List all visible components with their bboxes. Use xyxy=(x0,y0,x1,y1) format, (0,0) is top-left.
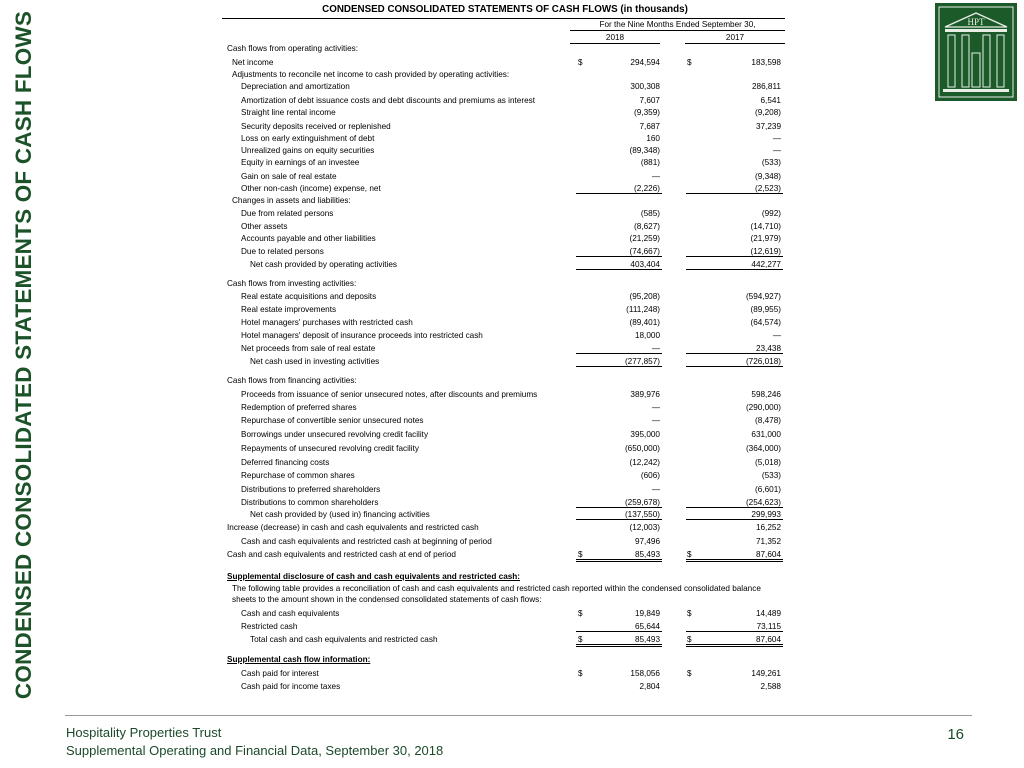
table-row xyxy=(0,343,1024,355)
row-label: Distributions to common shareholders xyxy=(241,498,379,507)
table-row xyxy=(0,389,1024,401)
table-row xyxy=(0,317,1024,329)
table-row xyxy=(0,233,1024,245)
value-2017: — xyxy=(772,146,781,155)
value-2018: (259,678) xyxy=(624,498,660,507)
value-2017: 16,252 xyxy=(755,523,781,532)
value-2018: 7,687 xyxy=(639,122,660,131)
row-label: Real estate acquisitions and deposits xyxy=(241,292,377,301)
value-2018: 85,493 xyxy=(634,550,660,559)
value-2018: (21,259) xyxy=(629,234,660,243)
currency-symbol: $ xyxy=(687,635,692,644)
row-label: Hotel managers' purchases with restricted cash xyxy=(241,318,413,327)
underline xyxy=(576,193,662,194)
table-row xyxy=(0,133,1024,145)
period-header: For the Nine Months Ended September 30, xyxy=(570,20,785,31)
value-2017: 73,115 xyxy=(756,622,781,631)
double-underline xyxy=(686,559,783,562)
row-label: Net cash used in investing activities xyxy=(250,357,380,366)
value-2018: — xyxy=(651,416,660,425)
value-2018: (89,401) xyxy=(629,318,660,327)
row-label: Repurchase of common shares xyxy=(241,471,355,480)
row-label: Borrowings under unsecured revolving credit facility xyxy=(241,430,429,439)
value-2018: 18,000 xyxy=(634,331,660,340)
value-2017: (2,523) xyxy=(755,184,781,193)
currency-symbol: $ xyxy=(687,669,692,678)
table-row xyxy=(0,608,1024,620)
value-2017: 183,598 xyxy=(751,58,781,67)
value-2018: — xyxy=(651,172,660,181)
table-row xyxy=(0,457,1024,469)
row-label: sheets to the amount shown in the condensed consolidated statements of cash flows: xyxy=(232,595,542,604)
value-2017: (89,955) xyxy=(750,305,781,314)
table-row xyxy=(0,107,1024,119)
row-label: Accounts payable and other liabilities xyxy=(241,234,376,243)
value-2017: 299,993 xyxy=(751,510,781,519)
table-row xyxy=(0,246,1024,258)
underline xyxy=(686,353,783,354)
currency-symbol: $ xyxy=(687,609,692,618)
row-label: Repayments of unsecured revolving credit facility xyxy=(241,444,419,453)
row-label: Loss on early extinguishment of debt xyxy=(241,134,375,143)
currency-symbol: $ xyxy=(578,669,583,678)
table-row xyxy=(0,415,1024,427)
value-2017: (364,000) xyxy=(745,444,781,453)
table-row xyxy=(0,291,1024,303)
value-2017: (64,574) xyxy=(750,318,781,327)
year-2018-header: 2018 xyxy=(570,33,660,44)
row-label: Cash paid for interest xyxy=(241,669,319,678)
underline xyxy=(686,193,783,194)
value-2018: 19,849 xyxy=(634,609,660,618)
value-2018: (606) xyxy=(640,471,660,480)
table-row xyxy=(0,668,1024,680)
value-2018: (2,226) xyxy=(634,184,660,193)
value-2017: 149,261 xyxy=(751,669,781,678)
value-2017: 87,604 xyxy=(755,635,781,644)
value-2018: (74,667) xyxy=(629,247,660,256)
row-label: Due from related persons xyxy=(241,209,334,218)
row-label: Cash and cash equivalents and restricted cash at end of period xyxy=(227,550,456,559)
table-row xyxy=(0,594,1024,606)
row-label: Other non-cash (income) expense, net xyxy=(241,184,381,193)
value-2017: (21,979) xyxy=(750,234,781,243)
value-2018: 65,644 xyxy=(634,622,660,631)
table-row xyxy=(0,157,1024,169)
value-2018: 97,496 xyxy=(634,537,660,546)
table-row xyxy=(0,57,1024,69)
value-2017: 442,277 xyxy=(751,260,781,269)
value-2018: 403,404 xyxy=(630,260,660,269)
currency-symbol: $ xyxy=(687,58,692,67)
underline xyxy=(686,366,783,367)
value-2018: (12,242) xyxy=(629,458,660,467)
table-row xyxy=(0,208,1024,220)
footer-company: Hospitality Properties Trust xyxy=(66,725,222,740)
row-label: Net income xyxy=(232,58,274,67)
value-2017: — xyxy=(772,331,781,340)
value-2018: (137,550) xyxy=(624,510,660,519)
value-2017: (5,018) xyxy=(755,458,781,467)
table-row xyxy=(0,484,1024,496)
value-2018: 160 xyxy=(646,134,660,143)
underline xyxy=(576,353,662,354)
value-2018: (95,208) xyxy=(629,292,660,301)
title-rule xyxy=(222,18,785,19)
table-row xyxy=(0,356,1024,368)
row-label: Increase (decrease) in cash and cash equivalents and restricted cash xyxy=(227,523,479,532)
value-2017: (533) xyxy=(761,158,781,167)
row-label: Net cash provided by operating activities xyxy=(250,260,397,269)
logo-text: HPT xyxy=(967,17,985,27)
underline xyxy=(686,269,783,270)
value-2018: — xyxy=(651,485,660,494)
value-2018: (881) xyxy=(640,158,660,167)
table-row xyxy=(0,536,1024,548)
table-row xyxy=(0,429,1024,441)
value-2017: 631,000 xyxy=(751,430,781,439)
row-label: Cash and cash equivalents xyxy=(241,609,340,618)
value-2017: (726,018) xyxy=(745,357,781,366)
table-row xyxy=(0,121,1024,133)
value-2017: (533) xyxy=(761,471,781,480)
row-label: Supplemental cash flow information: xyxy=(227,655,371,664)
row-label: Amortization of debt issuance costs and debt discounts and premiums as interest xyxy=(241,96,535,105)
currency-symbol: $ xyxy=(578,635,583,644)
value-2018: 7,607 xyxy=(639,96,660,105)
value-2017: (8,478) xyxy=(755,416,781,425)
row-label: Deferred financing costs xyxy=(241,458,330,467)
row-label: Proceeds from issuance of senior unsecured notes, after discounts and premiums xyxy=(241,390,538,399)
value-2018: 300,308 xyxy=(630,82,660,91)
row-label: Repurchase of convertible senior unsecured notes xyxy=(241,416,424,425)
value-2017: (290,000) xyxy=(745,403,781,412)
table-row xyxy=(0,497,1024,509)
underline xyxy=(576,507,662,508)
table-row xyxy=(0,681,1024,693)
table-row xyxy=(0,43,1024,55)
value-2018: (9,359) xyxy=(634,108,660,117)
row-label: Cash and cash equivalents and restricted cash at beginning of period xyxy=(241,537,492,546)
row-label: Cash flows from investing activities: xyxy=(227,279,357,288)
value-2018: (650,000) xyxy=(624,444,660,453)
currency-symbol: $ xyxy=(578,550,583,559)
value-2017: 71,352 xyxy=(755,537,781,546)
value-2017: 286,811 xyxy=(752,82,781,91)
underline xyxy=(686,519,783,520)
underline xyxy=(576,631,662,632)
underline xyxy=(576,256,662,257)
row-label: Total cash and cash equivalents and restricted cash xyxy=(250,635,438,644)
row-label: Supplemental disclosure of cash and cash equivalents and restricted cash: xyxy=(227,572,521,581)
value-2017: — xyxy=(772,134,781,143)
value-2018: (111,248) xyxy=(626,305,660,314)
row-label: Security deposits received or replenished xyxy=(241,122,391,131)
value-2017: (9,208) xyxy=(755,108,781,117)
double-underline xyxy=(576,644,662,647)
table-row xyxy=(0,304,1024,316)
value-2017: 14,489 xyxy=(755,609,781,618)
table-row xyxy=(0,375,1024,387)
value-2017: 6,541 xyxy=(760,96,781,105)
row-label: Changes in assets and liabilities: xyxy=(232,196,351,205)
double-underline xyxy=(686,644,783,647)
table-row xyxy=(0,402,1024,414)
value-2018: 158,056 xyxy=(630,669,660,678)
table-row xyxy=(0,571,1024,583)
value-2018: 389,976 xyxy=(630,390,660,399)
row-label: Cash flows from financing activities: xyxy=(227,376,357,385)
value-2018: 294,594 xyxy=(630,58,660,67)
value-2017: (9,348) xyxy=(755,172,781,181)
row-label: Straight line rental income xyxy=(241,108,336,117)
table-row xyxy=(0,509,1024,521)
value-2018: 2,804 xyxy=(639,682,660,691)
row-label: Adjustments to reconcile net income to cash provided by operating activities: xyxy=(232,70,510,79)
row-label: The following table provides a reconciliation of cash and cash equivalents and restricted cash reported within the condensed consolidated balance xyxy=(232,584,761,593)
value-2017: (254,623) xyxy=(745,498,781,507)
side-title-text: CONDENSED CONSOLIDATED STATEMENTS OF CASH FLOWS xyxy=(11,10,36,700)
table-row xyxy=(0,81,1024,93)
value-2017: (992) xyxy=(761,209,781,218)
value-2018: (8,627) xyxy=(634,222,660,231)
table-row xyxy=(0,171,1024,183)
currency-symbol: $ xyxy=(578,609,583,618)
year-2017-header: 2017 xyxy=(685,33,785,44)
table-row xyxy=(0,69,1024,81)
table-row xyxy=(0,443,1024,455)
table-row xyxy=(0,95,1024,107)
value-2017: (6,601) xyxy=(755,485,781,494)
currency-symbol: $ xyxy=(578,58,583,67)
row-label: Distributions to preferred shareholders xyxy=(241,485,381,494)
currency-symbol: $ xyxy=(687,550,692,559)
table-row xyxy=(0,195,1024,207)
table-row xyxy=(0,654,1024,666)
value-2017: 598,246 xyxy=(751,390,781,399)
row-label: Cash flows from operating activities: xyxy=(227,44,359,53)
row-label: Unrealized gains on equity securities xyxy=(241,146,375,155)
table-row xyxy=(0,470,1024,482)
value-2018: (12,003) xyxy=(629,523,660,532)
underline xyxy=(576,519,662,520)
row-label: Real estate improvements xyxy=(241,305,337,314)
underline xyxy=(686,256,783,257)
table-row xyxy=(0,549,1024,561)
row-label: Restricted cash xyxy=(241,622,298,631)
value-2017: (12,619) xyxy=(750,247,781,256)
table-row xyxy=(0,221,1024,233)
table-row xyxy=(0,330,1024,342)
row-label: Depreciation and amortization xyxy=(241,82,350,91)
value-2017: 23,438 xyxy=(755,344,781,353)
table-row xyxy=(0,183,1024,195)
value-2018: — xyxy=(651,403,660,412)
table-row xyxy=(0,634,1024,646)
underline xyxy=(686,631,783,632)
footer-rule xyxy=(65,715,972,716)
value-2018: — xyxy=(651,344,660,353)
footer-subtitle: Supplemental Operating and Financial Data, September 30, 2018 xyxy=(66,743,444,758)
row-label: Net proceeds from sale of real estate xyxy=(241,344,376,353)
table-row xyxy=(0,259,1024,271)
value-2017: (594,927) xyxy=(745,292,781,301)
page-number: 16 xyxy=(947,726,964,743)
value-2018: (277,857) xyxy=(624,357,660,366)
value-2018: (585) xyxy=(640,209,660,218)
value-2017: 87,604 xyxy=(755,550,781,559)
underline xyxy=(686,507,783,508)
row-label: Other assets xyxy=(241,222,288,231)
table-row xyxy=(0,621,1024,633)
row-label: Cash paid for income taxes xyxy=(241,682,341,691)
double-underline xyxy=(576,559,662,562)
table-row xyxy=(0,522,1024,534)
table-row xyxy=(0,145,1024,157)
row-label: Hotel managers' deposit of insurance proceeds into restricted cash xyxy=(241,331,483,340)
value-2017: 37,239 xyxy=(755,122,781,131)
row-label: Net cash provided by (used in) financing activities xyxy=(250,510,430,519)
underline xyxy=(576,366,662,367)
statement-title: CONDENSED CONSOLIDATED STATEMENTS OF CASH FLOWS (in thousands) xyxy=(322,4,688,15)
value-2017: (14,710) xyxy=(750,222,781,231)
row-label: Due to related persons xyxy=(241,247,324,256)
row-label: Redemption of preferred shares xyxy=(241,403,357,412)
value-2018: 85,493 xyxy=(634,635,660,644)
value-2018: 395,000 xyxy=(630,430,660,439)
underline xyxy=(576,269,662,270)
value-2017: 2,588 xyxy=(760,682,781,691)
row-label: Gain on sale of real estate xyxy=(241,172,337,181)
table-row xyxy=(0,278,1024,290)
value-2018: (89,348) xyxy=(629,146,660,155)
row-label: Equity in earnings of an investee xyxy=(241,158,360,167)
